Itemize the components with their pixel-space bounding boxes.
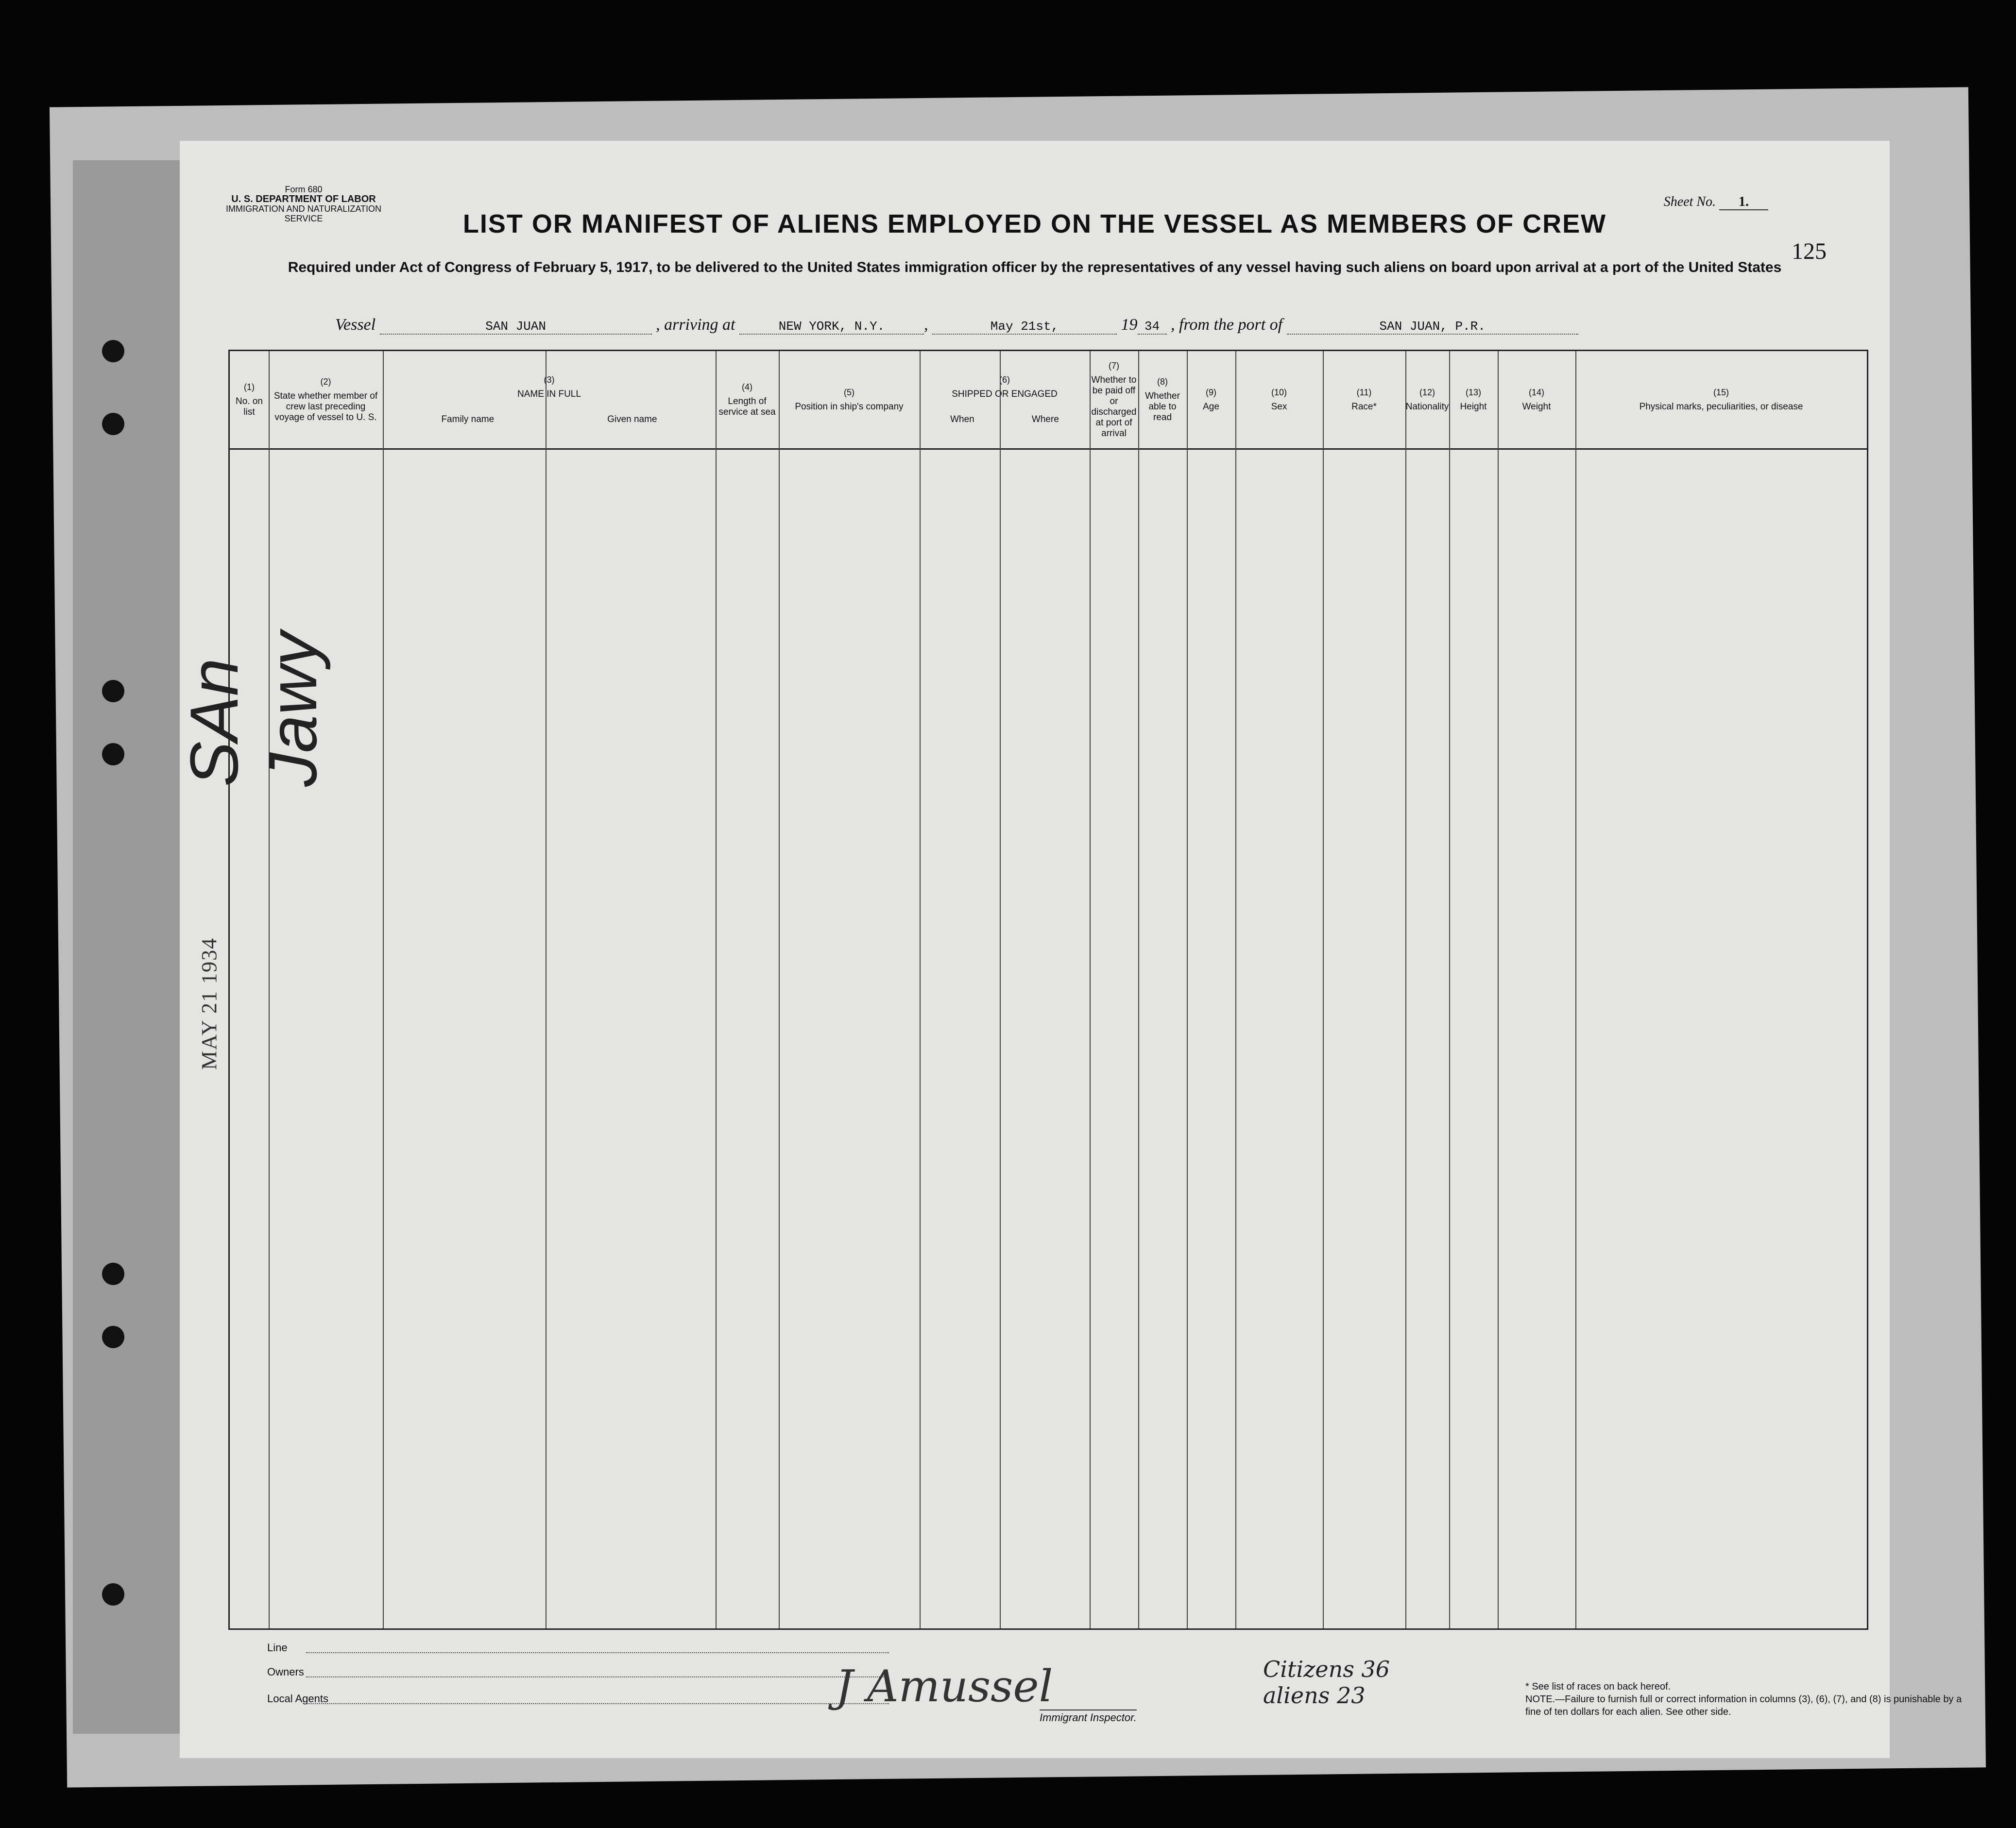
crew-count-note — [1263, 1656, 1390, 1709]
column-label: Physical marks, peculiarities, or disease — [1639, 402, 1803, 412]
service-name: IMMIGRATION AND NATURALIZATION SERVICE — [225, 204, 381, 223]
agents-rule — [306, 1703, 889, 1704]
column-header — [1187, 351, 1235, 448]
line-rule — [306, 1652, 889, 1653]
column-divider — [546, 351, 547, 1628]
column-header — [1498, 351, 1575, 448]
column-number: (12) — [1419, 388, 1435, 397]
column-header — [1235, 351, 1323, 448]
sheet-number: 1. — [1719, 194, 1768, 210]
vessel-line: Vessel SAN JUAN , arriving at NEW YORK, N.Y. , May 21st, 19 34 , from the port of SAN JUAN, P.R. — [335, 316, 1890, 335]
form-number: Form 680 — [285, 185, 323, 194]
year-prefix: 19 — [1121, 316, 1138, 334]
column-number: (2) — [320, 377, 331, 387]
manifest-footer — [228, 1637, 1962, 1734]
column-number: (9) — [1206, 388, 1216, 397]
column-header — [230, 351, 269, 448]
column-label: Weight — [1522, 402, 1551, 412]
column-divider — [779, 351, 780, 1628]
fine-note: NOTE.—Failure to furnish full or correct information in columns (3), (6), (7), and (8) is punishable by a fine of ten dollars for each alien. See other side. — [1525, 1694, 1962, 1717]
column-divider — [1498, 351, 1499, 1628]
column-header — [1138, 351, 1187, 448]
column-subheader: Where — [1031, 414, 1059, 424]
column-label: State whether member of crew last preceding voyage of vessel to U. S. — [273, 391, 378, 423]
column-label: No. on list — [236, 396, 263, 417]
sheet-label: Sheet No. — [1663, 194, 1716, 209]
from-port: SAN JUAN, P.R. — [1287, 319, 1578, 335]
column-label: Height — [1460, 402, 1487, 412]
column-subheader: Family name — [441, 414, 495, 424]
column-header — [1449, 351, 1498, 448]
footer-notes — [1525, 1680, 1963, 1718]
inspector-signature: J Amussel — [836, 1661, 1053, 1712]
column-header — [1575, 351, 1867, 448]
binder-strip — [73, 160, 185, 1734]
binder-hole — [102, 1263, 124, 1285]
document-subtitle: Required under Act of Congress of February 5, 1917, to be delivered to the United States immigration officer by the representatives of any vessel having such aliens on board upon arrival at a port of the United States — [288, 259, 1782, 275]
column-label: Race* — [1351, 402, 1377, 412]
column-divider — [1187, 351, 1188, 1628]
column-number: (11) — [1356, 388, 1372, 397]
binder-hole — [102, 413, 124, 435]
column-label: Whether to be paid off or discharged at port of arrival — [1091, 375, 1137, 439]
column-label: Whether able to read — [1145, 391, 1180, 423]
column-subheader: Given name — [607, 414, 657, 424]
column-subheaders — [385, 414, 714, 425]
sheet-number-field — [1664, 194, 1768, 210]
column-subheaders — [922, 414, 1088, 425]
binder-hole — [102, 340, 124, 362]
arriving-label: , arriving at — [656, 316, 735, 334]
column-number: (1) — [244, 382, 255, 392]
vessel-label: Vessel — [335, 316, 376, 334]
column-label: Length of service at sea — [718, 396, 776, 417]
column-number: (3) — [544, 375, 555, 385]
column-number: (14) — [1528, 388, 1544, 397]
line-label: Line — [267, 1642, 288, 1654]
aliens-count: aliens 23 — [1263, 1682, 1366, 1709]
arrival-date: May 21st, — [932, 319, 1117, 335]
column-divider — [383, 351, 384, 1628]
year-suffix: 34 — [1138, 319, 1167, 335]
column-number: (10) — [1271, 388, 1287, 397]
manifest-page — [180, 141, 1962, 1758]
column-header — [779, 351, 920, 448]
column-header — [269, 351, 383, 448]
agents-label: Local Agents — [267, 1693, 328, 1705]
arrival-port: NEW YORK, N.Y. — [739, 319, 924, 335]
column-label: Position in ship's company — [795, 402, 904, 412]
vessel-name: SAN JUAN — [380, 319, 652, 335]
column-header — [920, 351, 1090, 448]
column-label: NAME IN FULL — [517, 389, 581, 399]
document-title: LIST OR MANIFEST OF ALIENS EMPLOYED ON THE VESSEL AS MEMBERS OF CREW — [462, 209, 1607, 238]
handwritten-margin-note: SAn Jawy — [176, 632, 331, 787]
column-divider — [1235, 351, 1236, 1628]
column-divider — [1323, 351, 1324, 1628]
column-label: SHIPPED OR ENGAGED — [952, 389, 1058, 399]
column-divider — [1138, 351, 1139, 1628]
from-label: , from the port of — [1171, 316, 1283, 334]
column-number: (6) — [999, 375, 1010, 385]
inspector-label: Immigrant Inspector. — [1040, 1710, 1137, 1724]
column-number: (13) — [1465, 388, 1481, 397]
column-divider — [1000, 351, 1001, 1628]
column-number: (15) — [1713, 388, 1729, 397]
citizens-count: Citizens 36 — [1263, 1656, 1390, 1682]
column-label: Sex — [1271, 402, 1287, 412]
column-number: (7) — [1109, 361, 1119, 371]
department-name: U. S. DEPARTMENT OF LABOR — [231, 194, 376, 204]
races-note: * See list of races on back hereof. — [1525, 1681, 1671, 1692]
binder-hole — [102, 1326, 124, 1348]
binder-hole — [102, 680, 124, 702]
page-number: 125 — [1792, 238, 1827, 264]
binder-hole — [102, 743, 124, 765]
column-number: (4) — [742, 382, 752, 392]
column-header — [716, 351, 779, 448]
column-number: (5) — [844, 388, 854, 397]
table-header — [230, 351, 1867, 450]
column-divider — [716, 351, 717, 1628]
column-divider — [1575, 351, 1576, 1628]
column-divider — [1405, 351, 1406, 1628]
column-divider — [920, 351, 921, 1628]
column-divider — [1449, 351, 1450, 1628]
column-subheader: When — [950, 414, 974, 424]
owners-rule — [306, 1676, 889, 1677]
binder-hole — [102, 1583, 124, 1606]
column-header — [1405, 351, 1449, 448]
column-label: Nationality — [1405, 402, 1449, 412]
column-label: Age — [1203, 402, 1219, 412]
column-header — [383, 351, 716, 448]
manifest-table — [228, 350, 1868, 1630]
date-stamp: MAY 21 1934 — [197, 937, 221, 1070]
column-number: (8) — [1157, 377, 1168, 387]
owners-label: Owners — [267, 1666, 304, 1678]
column-header — [1323, 351, 1405, 448]
column-divider — [1090, 351, 1091, 1628]
column-header — [1090, 351, 1138, 448]
